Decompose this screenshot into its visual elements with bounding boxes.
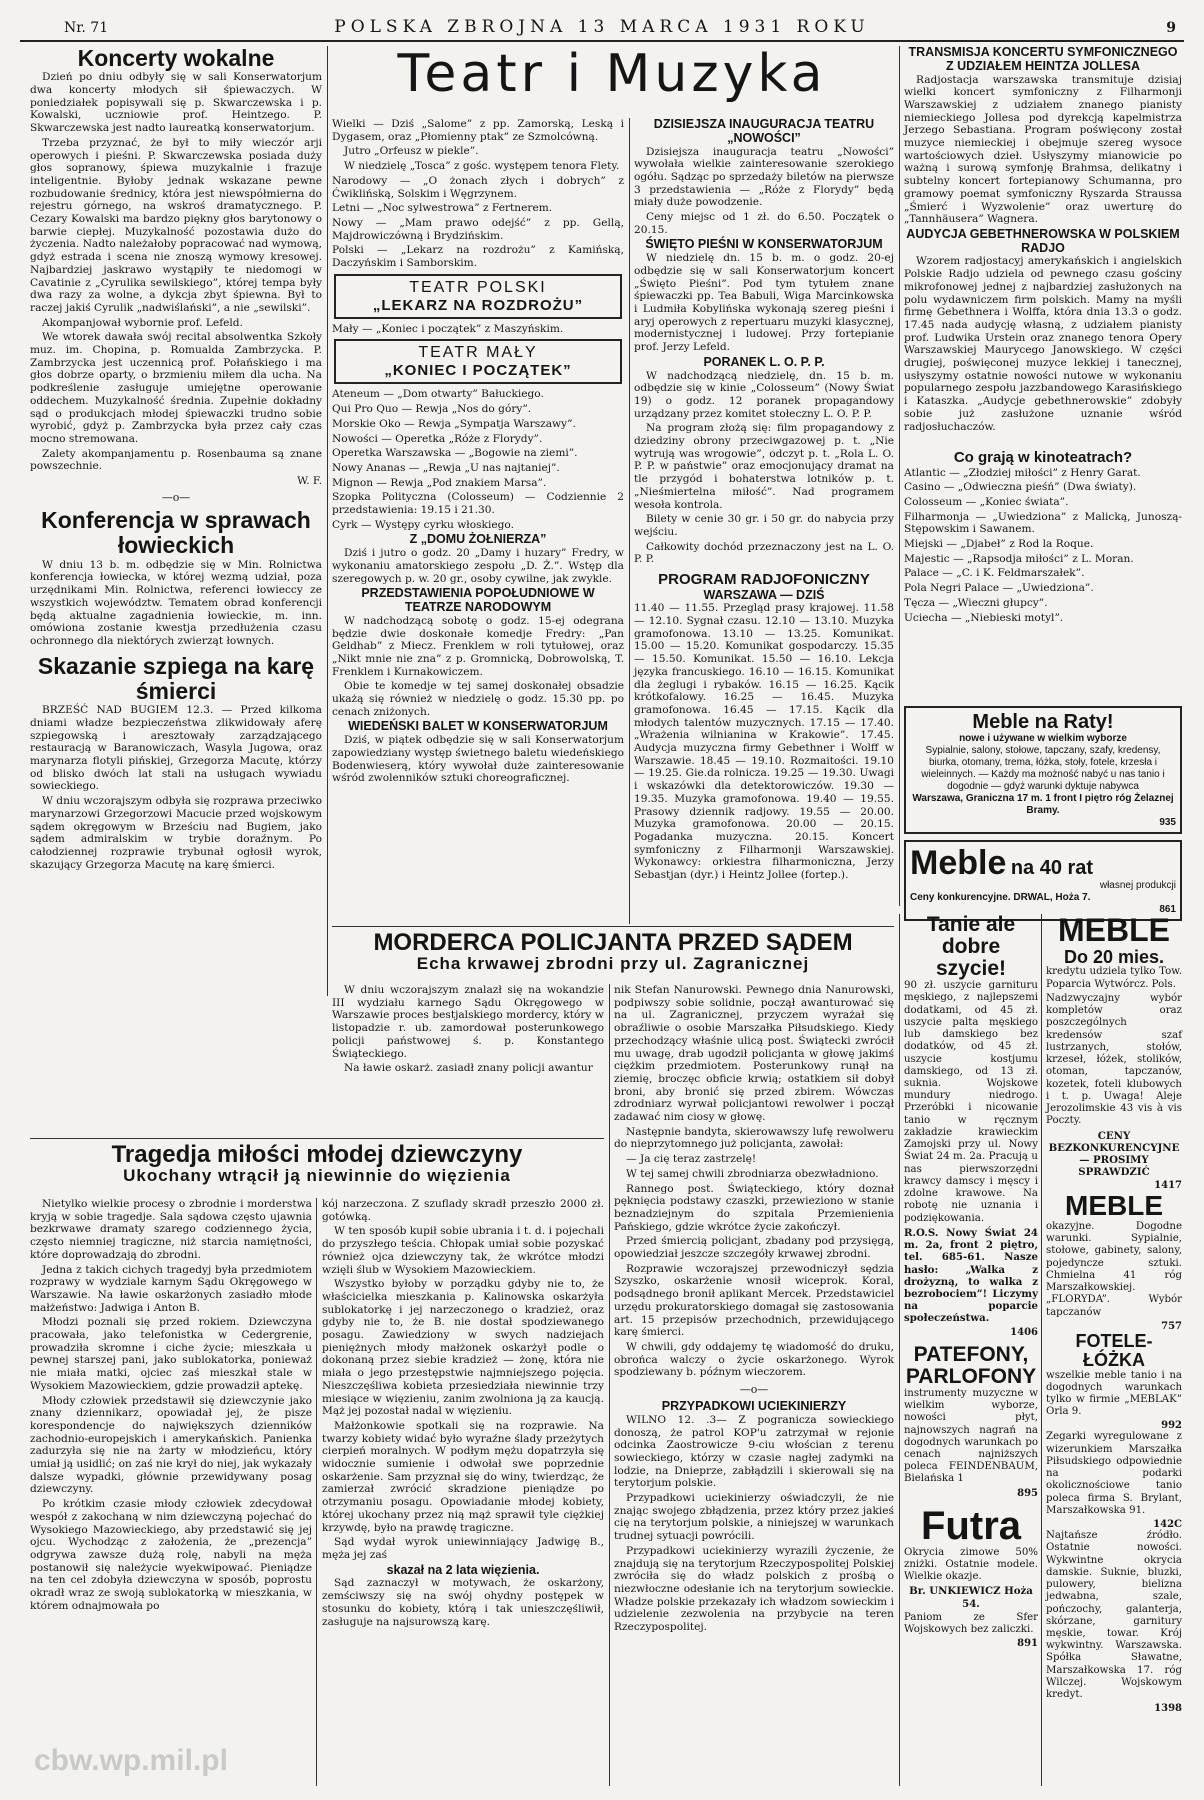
listing: W niedzielę „Tosca” z gośc. występem tenora Flety. bbox=[344, 160, 620, 173]
left-column bbox=[30, 46, 322, 996]
box-title: TEATR POLSKI bbox=[409, 278, 547, 296]
masthead: POLSKA ZBROJNA 13 MARCA 1931 ROKU bbox=[334, 17, 870, 37]
tragedja-heading bbox=[30, 1142, 604, 1196]
paragraph: Dziś i jutro o godz. 20 „Damy i huzary” Fredry, w wykonaniu amatorskiego zespołu „D. Ż.”. Wstęp dla szeregowych p. w. 20 gr., osoby cywilne, jak zwykle. bbox=[332, 547, 624, 585]
separator: —o— bbox=[739, 1383, 769, 1397]
paragraph: Przypadkowi uciekinierzy oświadczyli, że nie znając swojego zbłądzenia, przez który przez jakieś cię na terytorjum polskie, a niniejszej w warunkach trudnej sytuacji powrócili. bbox=[614, 1492, 894, 1543]
listing: Nowości — Operetka „Róże z Florydy”. bbox=[332, 432, 543, 445]
subheadline-morderca: Echa krwawej zbrodni przy ul. Zagranicznej bbox=[416, 954, 810, 974]
ad-number: 1398 bbox=[1154, 1703, 1182, 1715]
radio-program: 11.40 — 11.55. Przegląd prasy krajowej. 11.58 — 12.10. Sygnał czasu. 12.10 — 13.10. Muzyka gramofonowa. 13.10 — 13.25. Komunikat. 15.00 — 15.20. Komunikat gospodarczy. 15.35 — 15.50. Komunikat. 15.50 — 16.10. Lekcja języka francuskiego. 16.10 — 16.15. Komunikat dla żeglugi i rybaków. 16.15 — 16.25. Kącik krótkofalowy. 16.25 — 16.45. Muzyka gramofonowa. 16.45 — 17.15. Kącik dla młodych talentów muzycznych. 17.15 — 17.40. „Wrażenia wilnianina w Krakowie”. 17.45. Audycja muzyczna firmy Gebethner i Wolff w Warszawie. 18.45 — 19.10. Rozmaitości. 19.10 — 19.25. Gie.da rolnicza. 19.25 — 19.30. Uwagi i wskazówki dla detektorowiczów. 19.30 — 19.35. Muzyka gramofonowa. 19.40 — 19.55. Prasowy dziennik radjowy. 19.55 — 20.00. Muzyka gramofonowa. 20.00 — 20.15. Pogadanka muzyczna. 20.15. Koncert symfoniczny z Filharmonji Warszawskiej. Wykonawcy: orkiestra filharmoniczna, Jerzy Sebastjan (dyr.) i Heintz Jollee (fortep.). bbox=[634, 602, 894, 882]
theatre-listings bbox=[332, 118, 624, 924]
column-rule bbox=[899, 914, 900, 1786]
subheading: PRZYPADKOWI UCIEKINIERZY bbox=[661, 1399, 847, 1414]
listing: Mały — „Koniec i początek” z Maszyńskim. bbox=[332, 322, 564, 335]
paragraph: Młodzi poznali się przed rokiem. Dziewczyna pracowała, jako telefonistka w Cedergrenie, prowadziła skromne i ciche życie; mieszkała u pewnej starszej pani, jako sublokatorka, ponieważ nie miała matki, ojciec zaś mieszkał stale w Wysokiem Mazowieckiem, gdzie prowadził aptekę. bbox=[30, 1316, 312, 1392]
listing: Mignon — Rewja „Pod znakiem Marsa”. bbox=[332, 476, 547, 489]
paragraph: Przed śmiercią policjant, zbadany pod przysięgą, opowiedział jeszcze szczegóły krwawej zbrodni. bbox=[614, 1235, 894, 1261]
listing: Ateneum — „Dom otwarty” Bałuckiego. bbox=[332, 388, 544, 401]
ad-subtitle: na 40 rat bbox=[1010, 857, 1094, 879]
radio-subheading: WARSZAWA — DZIŚ bbox=[703, 587, 825, 602]
ad-text: Najtańsze źródło. Ostatnie nowości. Wykwintne okrycia damskie. Suknie, bluzki, pulowery, bielizna jedwabna, szale, pończochy, galanterja, skórzane, garnitury męskie, towar. Krój wykwintny. Warszawska. Spółka Sławatne, Marszałkowska 17. róg Wilczej. Wojskowym kredyt. bbox=[1046, 1530, 1182, 1701]
ad-meble2-title: MEBLE bbox=[1065, 1190, 1163, 1222]
paragraph: Nietylko wielkie procesy o zbrodnie i morderstwa kryją w sobie tragedje. Sala sądowa często ujawnia bezkrwawe dramaty szarego codziennego życia, często niemniej tragiczne, niż starcia namiętności, które doprowadzają do zbrodni. bbox=[30, 1198, 312, 1261]
paragraph: We wtorek dawała swój recital absolwentka Szkoły muz. im. Chopina, p. Romualda Zambrzycka. P. Zambrzycka jest uczennicą prof. Połańskiego i ma głos dobrze oparty, o brzmieniu miłem dla ucha. Na podkreślenie zasługuje umiejętne operowanie oddechem. Muzykalność średnia. Zupełnie dokładny sąd o produkcjach młodej śpiewaczki trudno sobie wyrobić, gdyż p. Zambrzycka była przez cały czas mocno stremowana. bbox=[30, 331, 322, 445]
cinema-listings bbox=[904, 450, 1182, 702]
paragraph: Bilety w cenie 30 gr. i 50 gr. do nabycia przy wejściu. bbox=[634, 513, 894, 538]
paragraph: Akompanjował wybornie prof. Lefeld. bbox=[42, 316, 243, 329]
ad-number: 1417 bbox=[1154, 1180, 1182, 1192]
listing: Szopka Polityczna (Colosseum) — Codziennie 2 przedstawienia: 19.15 i 21.30. bbox=[332, 491, 624, 517]
ad-number: 895 bbox=[1017, 1487, 1038, 1499]
listing: Nowy — „Mam prawo odejść” z pp. Gellą, Majdrowiczówną i Brydzińskim. bbox=[332, 216, 624, 242]
headline-tragedja: Tragedja miłości młodej dziewczyny bbox=[111, 1141, 523, 1168]
ads-col-b bbox=[1046, 914, 1182, 1786]
ad-number: 1406 bbox=[1010, 1326, 1038, 1338]
paragraph: W dniu wczorajszym znalazł się na wokandzie III wydziału karnego Sądu Okręgowego w Warszawie proces bestjalskiego mordercy, który w listopadzie r. ub. zamordował posterunkowego policji państwowej ś. p. Konstantego Świąteckiego. bbox=[332, 984, 604, 1060]
cinema-item: Miejski — „Djabeł” z Rod la Roque. bbox=[904, 538, 1094, 551]
paragraph: — Ja cię teraz zastrzelę! bbox=[626, 1153, 757, 1166]
column-rule bbox=[609, 984, 610, 1786]
section-title: Teatr i Muzyka bbox=[397, 44, 827, 104]
paragraph: Rannego post. Świąteckiego, który doznał pęknięcia podstawy czaszki, przewieziono w stanie beznadziejnym do szpitala Przemienienia Pańskiego, gdzie wkrótce życie zakończył. bbox=[614, 1182, 894, 1233]
ad-text: Okrycia zimowe 50% zniżki. Ostatnie modele. Wielkie okazje. bbox=[904, 1546, 1038, 1583]
paragraph: Przypadkowi uciekinierzy wyrazili życzenie, że znajdują się na terytorjum Rzeczypospolitej Polskiej zwróciła się do władz polskich z prośbą o niezwłoczne odesłanie ich na terytorjum sowieckie. Władze polskie przekazały ich władzom sowieckim i udzielenie zezwolenia na przybycie na teren Rzeczypospolitej. bbox=[614, 1544, 894, 1634]
paragraph: Trzeba przyznać, że był to miły wieczór arji operowych i pieśni. P. Skwarczewska posiada duży głos sopranowy, śpiewa muzykalnie i frazuje inteligentnie. Byłoby jednak wskazane pewne rozbudowanie średnicy, która jest niewspółmierna do rejestru górnego, na wskroś dramatycznego. P. Cezary Kowalski ma bardzo piękny głos barytonowy o barwie ciepłej. Muzykalność pozostawia dużo do życzenia. Nadto należałoby popracować nad wymową, gdyż estrada i scena nie znoszą wymowy kresowej. Najbardziej jaskrawo wystąpiły te niedomogi w Cavatinie z „Cyrulika sewilskiego”, której tempa były dwa razy za wolne, a dykcja zbyt śpiewna. Był to raczej jakiś Cyrulik „nadwiślański”, a nie „sewilski”. bbox=[30, 136, 322, 314]
ad-text: 90 zł. uszycie garnituru męskiego, z najlepszemi dodatkami, od 45 zł. uszycie palta męskiego lub damskiego bez dodatków, od 45 zł. uszycie kostjumu damskiego, od 13 zł. suknia. Wojskowe mundury niedrogo. Przeróbki i nicowanie tanio w ręcznym zakładzie krawieckim Zamojski przy ul. Nowy Świat 24 m. 2a. Pracują u nas pierwszorzędni krawcy damscy i męscy i zdolne krawowe. Na robotę nie uznania i podziękowania. bbox=[904, 980, 1038, 1224]
ads-col-a bbox=[904, 914, 1038, 1786]
cinema-item: Majestic — „Rapsodja miłości” z L. Moran. bbox=[904, 552, 1134, 565]
ad-number: 992 bbox=[1161, 1420, 1182, 1432]
ad-text: nowe i używane w wielkim wyborze bbox=[959, 733, 1127, 744]
listing: Jutro „Orfeusz w piekle”. bbox=[344, 145, 479, 158]
ad-text: własnej produkcji bbox=[1099, 880, 1176, 891]
paragraph: Jedna z takich cichych tragedyj była przedmiotem rozprawy w wydziale karnym Sądu Okręgowego w Warszawie. Na ławie oskarżonych zasiadło młode małżeństwo: Jadwiga i Anton B. bbox=[30, 1263, 312, 1314]
ad-number: 757 bbox=[1161, 1320, 1182, 1332]
paragraph: Wszystko byłoby w porządku gdyby nie to, że właścicielka mieszkania p. Kalinowska oskarżyła sublokatorkę i jej narzeczonego o kradzież, oraz gdyby nie to, że B. nie dostał spodziewanego posagu. Zawiedziony w swych nadziejach pieniężnych młody małżonek oskarżył podle o dokonaną przez siebie kradzież — żonę, która nie miała o jego przestępstwie najmniejszego pojęcia. Nieszczęśliwa kobieta przesiedziała niewinnie trzy miesiące w więzieniu, zanim zwolniona ją za kaucją. Mąż jej pozostał nadal w więzieniu. bbox=[322, 1278, 604, 1418]
subheading: AUDYCJA GEBETHNEROWSKA W POLSKIEM RADJO bbox=[906, 226, 1180, 255]
paragraph: Sąd zaznaczył w motywach, że oskarżony, zemściwszy się na swój ohydny postępek w stosunku do kobiety, którą i tak unieszczęśliwił, zasługuje na najsurowszą karę. bbox=[322, 1577, 604, 1628]
ad-title: Meble na Raty! bbox=[972, 711, 1114, 733]
separator: —o— bbox=[161, 491, 191, 505]
ad-text: Sypialnie, salony, stołowe, tapczany, szafy, kredensy, biurka, otomany, trema, łóżka, stoły, fotele, krzesła i wieleinnych. — Każdy ma możność nabyć u nas tanio i dogodnie — gdyż warunki dyktuje nabywca bbox=[921, 745, 1165, 792]
ad-text: Br. UNKIEWICZ Hoża 54. bbox=[909, 1585, 1033, 1610]
ad-number: 935 bbox=[1159, 817, 1176, 828]
paragraph: Całkowity dochód przeznaczony jest na L. O. P. P. bbox=[634, 540, 894, 566]
ads-top bbox=[904, 706, 1182, 915]
ad-text: wszelkie meble tanio i na dogodnych warunkach tylko w firmie „MEBLAK” Orla 9. bbox=[1046, 1369, 1182, 1418]
headline-skazanie: Skazanie szpiega na karę śmierci bbox=[37, 652, 315, 704]
morderca-heading bbox=[332, 930, 894, 982]
paragraph: Radjostacja warszawska transmituje dzisiaj wielki koncert symfoniczny z Filharmonji Warszawskiej z udziałem znanego pianisty niemieckiego Jollesa pod dyrekcją kapelmistrza Jerzego Sebastiana. Program poświęcony został muzyce niemieckiej i obejmuje szereg wysoce wartościowych dzieł. Usłyszymy mianowicie po ważną i surową symfonję Brahmsa, delikatny i subtelny koncert fortepianowy Schumanna, pro gramowy poemat symfoniczny Ryszarda Straussa „Śmierć i Wyzwolenie” oraz uwerturę do „Tannhäusera” Wagnera. bbox=[904, 73, 1182, 226]
paragraph: Rozprawie wczorajszej przewodniczył sędzia Szyszko, oskarżenie wnosił wiceprok. Koral, podsądnego bronił aplikant Mercek. Przedstawiciel urzędu prokuratorskiego domagał się zastosowania art. 15 przepisów przechodnich, przewidującego karę śmierci. bbox=[614, 1262, 894, 1339]
right-column-news bbox=[904, 46, 1182, 446]
page-number: 9 bbox=[1166, 20, 1176, 36]
ad-meble-sub: Do 20 mies. bbox=[1063, 946, 1165, 967]
paragraph: Zalety akompanjamentu p. Rosenbauma są znane powszechnie. bbox=[30, 447, 322, 473]
ad-text: R.O.S. Nowy Świat 24 m. 2a, front 2 piętro, tel. 685-61. Nasze hasło: „Walka z drożyzną, to walka z bezrobociem”! Liczymy na poparcie społeczeństwa. bbox=[904, 1226, 1038, 1325]
ad-text: CENY BEZKONKURENCYJNE — PROSIMY SPRAWDZIĆ bbox=[1048, 1129, 1180, 1179]
ad-meble-40-rat bbox=[904, 840, 1182, 921]
paragraph: kój narzeczona. Z szuflady skradł przeszło 2000 zł. gotówką. bbox=[322, 1198, 604, 1223]
subheading: PORANEK L. O. P. P. bbox=[703, 354, 825, 369]
paragraph: Obie te komedje w tej samej doskonałej obsadzie ukażą się również w niedzielę o godz. 15.30 pp. po cenach zniżonych. bbox=[332, 680, 624, 718]
subheading: Z „DOMU ŻOŁNIERZA” bbox=[409, 532, 547, 547]
subheading: DZISIEJSZA INAUGURACJA TEATRU „NOWOŚCI” bbox=[653, 117, 875, 145]
ad-number: 861 bbox=[1159, 904, 1176, 915]
box-title: TEATR MAŁY bbox=[418, 344, 538, 362]
tragedja-col2 bbox=[322, 1198, 604, 1786]
listing: Nowy Ananas — „Rewja „U nas najtaniej”. bbox=[332, 461, 560, 474]
paragraph: Dziś, w piątek odbędzie się w sali Konserwatorjum zapowiedziany występ świetnego baletu wiedeńskiego Bodenwieserą, który wywołał duże zainteresowanie wśród zwolenników sztuki choreograficznej. bbox=[332, 734, 624, 785]
box-play: „LEKARZ NA ROZDROŻU” bbox=[372, 296, 584, 314]
paragraph: W tej samej chwili zbrodniarza obezwładniono. bbox=[626, 1167, 879, 1180]
ad-text: okazyjne. Dogodne warunki. Sypialnie, stołowe, gabinety, salony, pojedyncze sztuki. Chmielna 41 róg Marszałkowskiej. „FLORYDA”. Wybór tapczanów bbox=[1046, 1220, 1182, 1318]
verdict: skazał na 2 lata więzienia. bbox=[386, 1562, 540, 1577]
subheading: WIEDEŃSKI BALET W KONSERWATORJUM bbox=[348, 719, 608, 734]
ad-title: Meble bbox=[910, 844, 1007, 882]
ad-number: 891 bbox=[1017, 1638, 1038, 1650]
ad-meble-raty bbox=[904, 706, 1182, 834]
center-column bbox=[634, 118, 894, 924]
listing: Cyrk — Występy cyrku włoskiego. bbox=[332, 518, 514, 531]
column-rule bbox=[327, 46, 328, 996]
paragraph: Następnie bandyta, skierowawszy lufę rewolweru do nieprzytomnego już policjanta, zawołał: bbox=[614, 1125, 894, 1151]
paragraph: Po krótkim czasie młody człowiek zdecydował wespół z zakochaną w nim dziewczyną pojechać do Wysokiego Mazowieckiego, aby przedstawić się jej ojcu. Wychodząc z założenia, że „prezencja” odgrywa zawsze dużą rolę, nabyli na męża postanowił się należycie wyekwipować. Pieniądze na ten cel zdobyła dziewczyna w sposób, poprostu okradł wraz ze swoją sublokatorką w mieszkania, w którem odnajmowała po bbox=[30, 1498, 312, 1612]
paragraph: W nadchodzącą sobotę o godz. 15-ej odegrana będzie dwie doskonałe komedje Fredry: „Pan Geldhab” z Miecz. Frenklem w roli tytułowej, oraz „Nikt mnie nie zna” z p. Gromnicką, Dobrowolską, T. Frenklem i Kurnakowiczem. bbox=[332, 614, 624, 678]
column-rule bbox=[1041, 914, 1042, 1786]
paragraph: W dniu 13 b. m. odbędzie się w Min. Rolnictwa konferencja łowiecka, w której wezmą udział, poza urzędnikami Min. Rolnictwa, referenci łowieccy ze wszystkich województw. Tematem obrad konferencji będą aktualne zagadnienia łowieckie, m. inn. omówiona zostanie kwestja przedłużenia czasu ochronnego dla niektórych zwierząt łownych. bbox=[30, 558, 322, 647]
column-rule bbox=[629, 118, 630, 924]
paragraph: Dzień po dniu odbyły się w sali Konserwatorjum dwa koncerty młodych sił śpiewaczych. W poniedziałek popisywali się p. Skwarczewska i p. Kowalski, uczniowie prof. Heintzego. P. Skwarczewska jest nadto laureatką konserwatorjum. bbox=[30, 71, 322, 135]
watermark: cbw.wp.mil.pl bbox=[34, 1744, 228, 1777]
headline-konferencja: Konferencja w sprawach łowieckich bbox=[41, 507, 311, 559]
paragraph: W chwili, gdy oddajemy tę wiadomość do druku, obrońca walczy o życie oskarżonego. Wyrok spodziewany b. późnym wieczorem. bbox=[614, 1340, 894, 1379]
ad-text: Ceny konkurencyjne. DRWAL, Hoża 7. bbox=[910, 892, 1091, 903]
theatre-ad-box bbox=[334, 339, 622, 384]
ad-tanie-title: Tanie ale dobre szycie! bbox=[926, 913, 1016, 981]
tragedja-col1 bbox=[30, 1198, 312, 1786]
box-play: „KONIEC I POCZĄTEK” bbox=[384, 362, 572, 380]
listing: Wielki — Dziś „Salome” z pp. Zamorską, Leską i Dygasem, oraz „Płomienny ptak” ze Szmolcówną. bbox=[332, 118, 624, 143]
section-title-box bbox=[332, 46, 892, 116]
listing: Morskie Oko — Rewja „Sympatja Warszawy”. bbox=[332, 417, 576, 430]
ad-text: instrumenty muzyczne w wielkim wyborze, nowości płyt, najnowszych nagrań na dogodnych warunkach po cenach najniższych poleca FEINDENBAUM, Bielańska 1 bbox=[904, 1387, 1038, 1485]
cinema-item: Colosseum — „Koniec świata”. bbox=[904, 495, 1069, 508]
cinema-item: Atlantic — „Złodziej miłości” z Henry Garat. bbox=[904, 466, 1141, 479]
paragraph: W ten sposób kupił sobie ubrania i t. d. i pojechali do przyszłego teścia. Chłopak umiał sobie pozyskać również ojca dziewczyny tak, że wkrótce młodzi wzięli ślub w Wysokiem Mazowieckiem. bbox=[322, 1225, 604, 1276]
paragraph: Sąd wydał wyrok uniewinniający Jadwigę B., męża jej zaś bbox=[322, 1536, 604, 1561]
listing: Operetka Warszawska — „Bogowie na ziemi”. bbox=[332, 447, 578, 460]
ad-number: 142C bbox=[1153, 1519, 1182, 1531]
cinema-headline: Co grają w kinoteatrach? bbox=[953, 449, 1133, 466]
morderca-col2 bbox=[614, 984, 894, 1786]
listing: Polski — „Lekarz na rozdrożu” z Kamińską, Daczyńskim i Samborskim. bbox=[332, 244, 624, 270]
paragraph: Młody człowiek przedstawił się dziewczynie jako znany dziennikarz, opowiadał jej, że pisze korespondencje do największych dzienników zachodnio-europejskich i amerykańskich. Panienka zadurzyła się nie na żarty w młodzieńcu, który umiał ją usidlić; on zaś nie krył do niej, jak wykazały dalsze wypadki, głównie przewidywany posag dziewczyny. bbox=[30, 1394, 312, 1496]
signature: W. F. bbox=[297, 475, 322, 488]
subheading: PRZEDSTAWIENIA POPOŁUDNIOWE W TEATRZE NARODOWYM bbox=[361, 586, 595, 615]
ad-text: kredytu udziela tylko Tow. Poparcia Wytwórcz. Pols. bbox=[1046, 966, 1182, 990]
radio-headline: PROGRAM RADJOFONICZNY bbox=[658, 571, 870, 589]
paragraph: Ceny miejsc od 1 zł. do 6.50. Początek o 20.15. bbox=[634, 211, 894, 236]
paragraph: Małżonkowie spotkali się na rozprawie. Na twarzy kobiety widać było wyraźne ślady przeżytych cierpień moralnych. W podłym mężu dopatrzyła się widocznie sumienie i odwołał swe poprzednie oskarżenie. Sam przyznał się do winy, twierdząc, że zamierzał zwrócić skradzione pieniądze po otrzymaniu posagu. Opowiadanie młodej kobiety, której ukochany przez nią mąż sprawił tyle ciężkiej krzywdę, było na prawdę tragiczne. bbox=[322, 1419, 604, 1534]
ad-patefony-title: PATEFONY, PARLOFONY bbox=[905, 1342, 1037, 1388]
issue-number: Nr. 71 bbox=[64, 20, 109, 36]
ad-fotele-title: FOTELE-ŁÓŻKA bbox=[1075, 1330, 1153, 1370]
page-header bbox=[20, 14, 1184, 42]
ad-text: Paniom ze Sfer Wojskowych bez zaliczki. bbox=[904, 1611, 1038, 1636]
newspaper-page bbox=[20, 14, 1184, 1786]
headline-morderca: MORDERCA POLICJANTA PRZED SĄDEM bbox=[373, 929, 853, 956]
cinema-item: Palace — „C. i K. Feldmarszałek”. bbox=[904, 567, 1085, 580]
rule bbox=[30, 1138, 604, 1139]
subheadline-tragedja: Ukochany wtrącił ją niewinnie do więzienia bbox=[123, 1166, 511, 1186]
listing: Letni — „Noc sylwestrowa” z Fertnerem. bbox=[332, 202, 553, 215]
column-rule bbox=[899, 46, 900, 906]
column-rule bbox=[316, 1198, 317, 1786]
subheading: ŚWIĘTO PIEŚNI W KONSERWATORJUM bbox=[645, 237, 883, 252]
theatre-ad-box bbox=[334, 274, 622, 319]
cinema-item: Pola Negri Palace — „Uwiedziona”. bbox=[904, 582, 1094, 595]
paragraph: W nadchodzącą niedzielę, dn. 15 b. m. odbędzie się w kinie „Colosseum” (Nowy Świat 19) o godz. 12 poranek propagandowy urządzany przez komitet stołeczny L. O. P. P. bbox=[634, 369, 894, 420]
paragraph: W dniu wczorajszym odbyła się rozprawa przeciwko marynarzowi Grzegorzowi Macucie przed wojskowym sądem okręgowym w Brześciu nad Bugiem, jako sądem admiralskim w trybie doraźnym. Po całodziennej rozprawie trybunał ogłosił wyrok, skazujący Grzegorza Macutę na karę śmierci. bbox=[30, 795, 322, 871]
cinema-item: Tęcza — „Wieczni głupcy”. bbox=[904, 596, 1048, 609]
paragraph: W niedzielę dn. 15 b. m. o godz. 20-ej odbędzie się w sali Konserwatorjum koncert „Święto Pieśni”. Pod tym tytułem znane śpiewaczki pp. Tea Babuli, Wiga Marcinkowska i Ludmiła Kobylińska wykonają szereg pieśni i aryj operowych z repertuaru muzyki klasycznej, modernistycznej i ludowej. Przy fortepianie prof. Jerzy Lefeld. bbox=[634, 252, 894, 354]
paragraph: Na program złożą się: film propagandowy z dziedziny obrony przeciwgazowej p. t. „Nie wytrują was wrogowie”, odczyt p. t. „Rola L. O. P. P. w państwie” oraz emocjonujący dramat na tle przygód i bohaterstwa lotników p. t. „Nieśmiertelna miłość”. Nad programem wesoła kontrola. bbox=[634, 422, 894, 511]
cinema-item: Filharmonja — „Uwiedziona” z Malicką, Junoszą-Stępowskim i Sawanem. bbox=[904, 510, 1182, 536]
listing: Qui Pro Quo — Rewja „Nos do góry”. bbox=[332, 403, 532, 416]
paragraph: WILNO 12. .3— Z pogranicza sowieckiego donoszą, że patrol KOP'u zatrzymał w rejonie odcinka Zaostrowicze 9-ciu włościan z terenu sowieckiego, którzy w czasie nagłej zadymki na lodzie, na Dnieprze, zabłądzili i skierowali się na terytorjum polskie. bbox=[614, 1413, 894, 1490]
cinema-item: Casino — „Odwieczna pieśń” (Dwa światy). bbox=[904, 481, 1137, 494]
ad-text: Nadzwyczajny wybór kompletów oraz poszczególnych kredensów szaf lustrzanych, stołów, krzeseł, łóżek, stolików, otoman, tapczanów, kozetek, foteli klubowych i t. p. Uwaga! Aleje Jerozolimskie 43 vis à vis Poczty. bbox=[1046, 992, 1182, 1127]
ad-futra-title: Futra bbox=[921, 1503, 1021, 1548]
ad-meble-title: MEBLE bbox=[1058, 912, 1170, 948]
paragraph: Dzisiejsza inauguracja teatru „Nowości” wywołała wielkie zainteresowanie szerokiego ogółu. Sądząc po sprzedaży biletów na pierwsze 3 przedstawienia — „Róże z Florydy” będą miały duże powodzenie. bbox=[634, 145, 894, 209]
paragraph: Na ławie oskarż. zasiadł znany policji awantur bbox=[344, 1062, 593, 1075]
cinema-item: Uciecha — „Niebieski motyl”. bbox=[904, 611, 1064, 624]
ad-text: Zegarki wyregulowane z wizerunkiem Marszałka Piłsudskiego odpowiednie na podarki okolicznościowe tanio poleca firma S. Brylant, Marszałkowska 91. bbox=[1046, 1431, 1182, 1516]
rule bbox=[332, 926, 894, 927]
headline-koncerty: Koncerty wokalne bbox=[77, 45, 275, 71]
paragraph: nik Stefan Nanurowski. Pewnego dnia Nanurowski, podpiwszy sobie solidnie, począł awanturować się na ul. Zagranicznej, przyczem wyrażał się obraźliwie o osobie Marszałka Piłsudskiego. Kiedy przechodzący właśnie ulicą post. Świątecki zwrócił mu uwagę, drab ugodził policjanta w głowę jakimś ciężkim przedmiotem. Posterunkowy runął na ziemię, broczęc obficie krwią; ostatkiem sił dobył broni, aby bronić się przed zbirem. Wówczas zdrodniarz wyrwał policjantowi rewolwer i począł zadawać nim ciosy w głowę. bbox=[614, 984, 894, 1124]
ad-text: Warszawa, Graniczna 17 m. 1 front I piętro róg Żelaznej Bramy. bbox=[912, 793, 1174, 816]
listing: Narodowy — „O żonach złych i dobrych” z Ćwiklińską, Solskim i Węgrzynem. bbox=[332, 174, 624, 200]
paragraph: Wzorem radjostacyj amerykańskich i angielskich Polskie Radjo udziela od pewnego czasu gościny mikrofonowej jednej z najbardziej zasłużonych na polu wydawniczem firm polskich. Mamy na myśli firmę Gebethnera i Wolffa, która dnia 13.3 o godz. 17.45 nada audycję własną, z udziałem pianisty prof. Ludwika Urstein oraz znanego tenora Opery Warszawskiej Maurycego Janowskiego. W części drugiej, poświęconej muzyce lekkiej i tanecznej, usłyszymy ostatnie nowości nutowe w wykonaniu popularnego zespołu jazzbandowego Karasińskiego i Kataszka. „Audycje gebethnerowskie” zdobyły sobie już zasłużone uznanie wśród radjosłuchaczów. bbox=[904, 255, 1182, 433]
paragraph: BRZEŚĆ NAD BUGIEM 12.3. — Przed kilkoma dniami władze bezpieczeństwa zlikwidowały aferę szpiegowską i aresztowały zarządzającego restauracją w Baranowiczach, Wasyla Jugowa, oraz marynarza flotyli pińskiej, Grzegorza Macutę, którzy od blisko dwóch lat stali na usługach wywiadu sowieckiego. bbox=[30, 704, 322, 793]
subheading: TRANSMISJA KONCERTU SYMFONICZNEGO Z UDZIAŁEM HEINTZA JOLLESA bbox=[908, 45, 1178, 73]
